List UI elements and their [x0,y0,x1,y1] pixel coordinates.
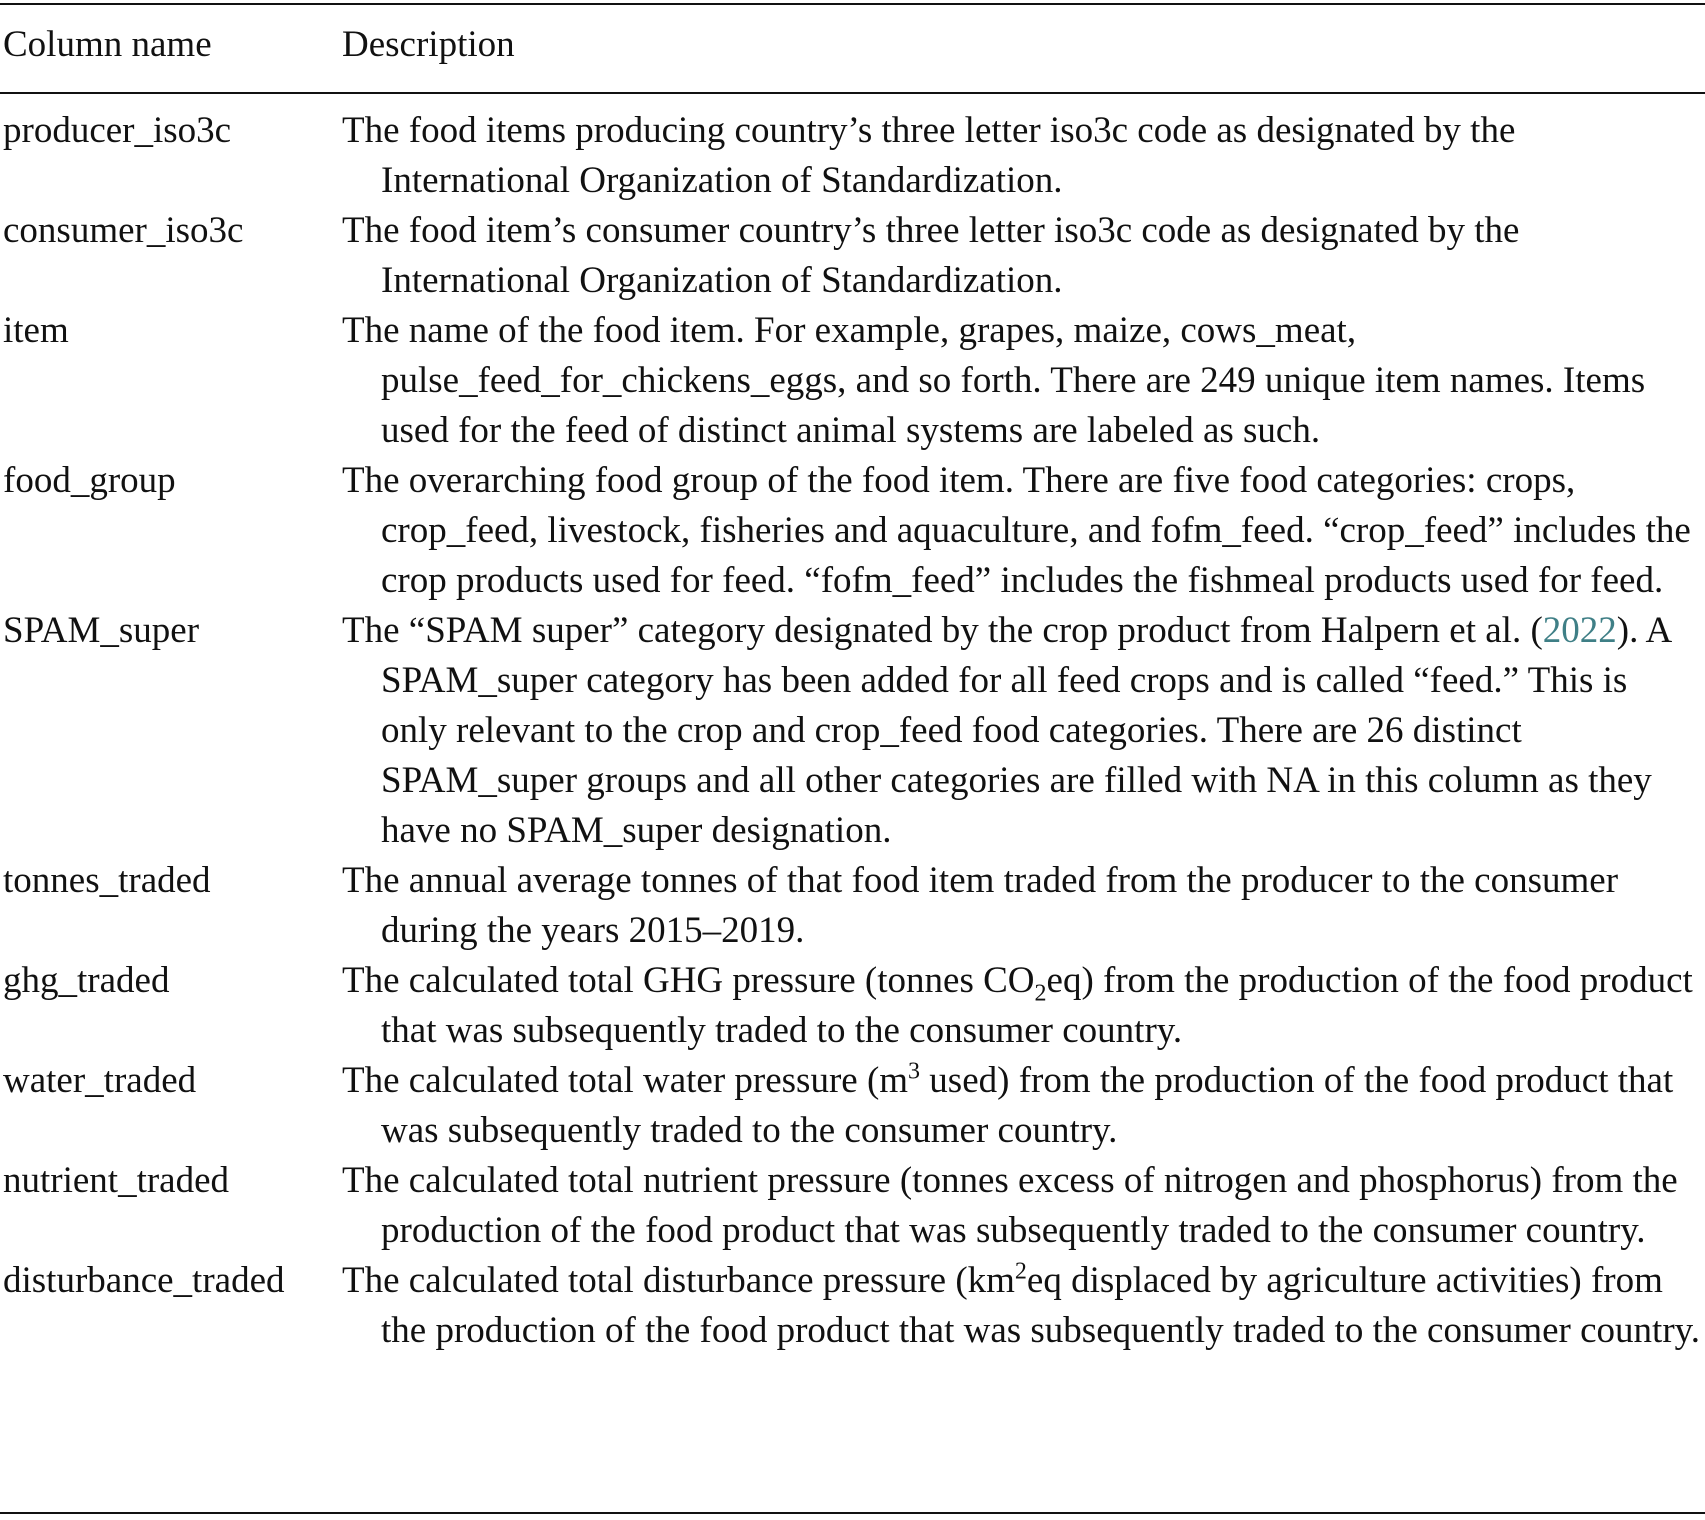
row-name: food_group [3,460,176,501]
subscript: 2 [1034,980,1047,1007]
table-row [0,1156,1705,1256]
table-row [0,956,1705,1056]
description-text: The “SPAM super” category designated by the crop product from Halpern et al. ( [342,610,1543,651]
table-row [0,856,1705,956]
row-description [342,1256,1702,1356]
description-text: The calculated total disturbance pressure (km [342,1260,1015,1301]
table-row [0,206,1705,306]
superscript: 3 [908,1058,921,1085]
citation-link[interactable]: 2022 [1542,610,1617,651]
table-body [0,106,1705,1356]
row-description: The food item’s consumer country’s three letter iso3c code as designated by the International Organization of Standardization. [342,210,1520,301]
row-name: item [3,310,69,351]
description-text: eq) from the production of the food product that was subsequently traded to the consumer country. [381,960,1693,1051]
table-header-row [0,20,1705,80]
row-description: The calculated total nutrient pressure (tonnes excess of nitrogen and phosphorus) from the production of the food product that was subsequently traded to the consumer country. [342,1160,1678,1251]
table-row [0,456,1705,606]
row-description: The annual average tonnes of that food item traded from the producer to the consumer during the years 2015–2019. [342,860,1619,951]
table-top-rule [0,3,1705,5]
table-header-rule [0,92,1705,94]
row-description: The name of the food item. For example, grapes, maize, cows_meat, pulse_feed_for_chickens_eggs, and so forth. There are 249 unique item names. Items used for the feed of distinct animal systems are labeled as such. [342,310,1646,451]
table-bottom-rule [0,1512,1705,1514]
description-text: ). A SPAM_super category has been added for all feed crops and is called “feed.” This is only relevant to the crop and crop_feed food categories. There are 26 distinct SPAM_super groups and all other categories are filled with NA in this column as they have no SPAM_super designation. [381,610,1671,851]
table-row [0,106,1705,206]
table-row [0,1256,1705,1356]
row-name: water_traded [3,1060,197,1101]
row-description: The food items producing country’s three letter iso3c code as designated by the International Organization of Standardization. [342,110,1516,201]
table-row [0,1056,1705,1156]
row-name: ghg_traded [3,960,170,1001]
row-name: nutrient_traded [3,1160,230,1201]
row-description [342,956,1702,1056]
description-text: The calculated total water pressure (m [342,1060,909,1101]
table-row [0,306,1705,456]
table-row [0,606,1705,856]
description-text: eq displaced by agriculture activities) from the production of the food product that was subsequently traded to the consumer country. [381,1260,1700,1351]
header-description: Description [342,24,515,65]
header-column-name: Column name [3,24,212,65]
superscript: 2 [1014,1258,1027,1285]
row-name: producer_iso3c [3,110,232,151]
description-text: The calculated total GHG pressure (tonnes CO [342,960,1035,1001]
row-name: consumer_iso3c [3,210,244,251]
row-name: disturbance_traded [3,1260,285,1301]
row-description: The overarching food group of the food item. There are five food categories: crops, crop_feed, livestock, fisheries and aquaculture, and fofm_feed. “crop_feed” includes the crop products used for feed. “fofm_feed” includes the fishmeal products used for feed. [342,460,1691,601]
description-text: used) from the production of the food product that was subsequently traded to the consumer country. [381,1060,1674,1151]
row-description [342,1056,1702,1156]
row-name: SPAM_super [3,610,200,651]
row-name: tonnes_traded [3,860,211,901]
row-description [342,606,1702,856]
